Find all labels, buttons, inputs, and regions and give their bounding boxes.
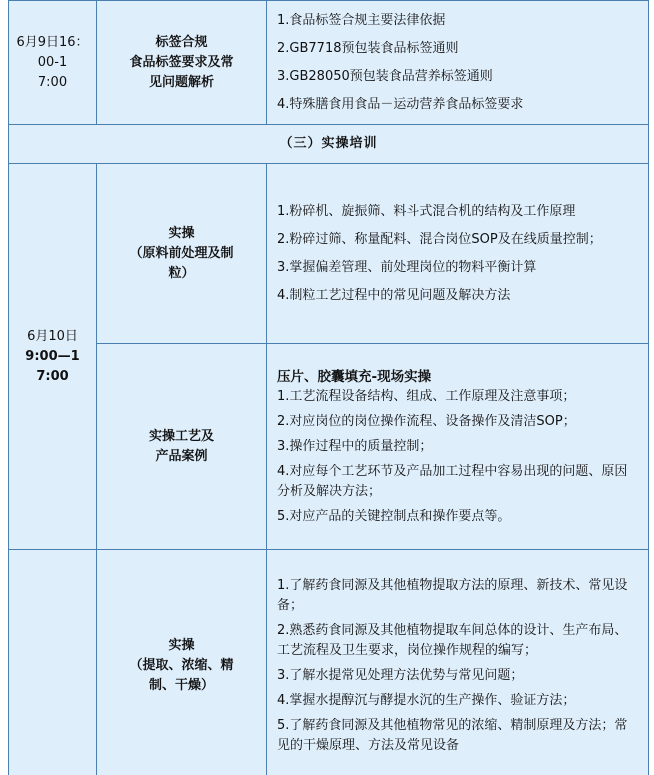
- content-item: 3.GB28050预包装食品营养标签通则: [277, 68, 493, 84]
- content-item: 5.了解药食同源及其他植物常见的浓缩、精制原理及方法；常见的干燥原理、方法及常见设备: [277, 717, 628, 753]
- time-cell: 6月9日16： 00-1 7:00: [9, 1, 97, 125]
- content-item: 4.掌握水提醇沉与酵提水沉的生产操作、验证方法；: [277, 692, 576, 708]
- topic-cell: 实操 （原料前处理及制 粒）: [97, 164, 267, 344]
- content-title: 压片、胶囊填充-现场实操: [277, 368, 432, 385]
- content-item: 4.特殊膳食用食品－运动营养食品标签要求: [277, 96, 524, 112]
- table-row: [9, 164, 649, 344]
- content-item: 1.食品标签合规主要法律依据: [277, 12, 446, 28]
- content-item: 2.GB7718预包装食品标签通则: [277, 40, 459, 56]
- time-cell: 6月10日 9:00—1 7:00: [9, 164, 97, 550]
- topic-cell: 标签合规 食品标签要求及常 见问题解析: [97, 1, 267, 125]
- content-item: 4.对应每个工艺环节及产品加工过程中容易出现的问题、原因分析及解决方法；: [277, 463, 628, 499]
- training-schedule-table: [8, 0, 649, 775]
- content-item: 2.对应岗位的岗位操作流程、设备操作及清洁SOP；: [277, 413, 576, 429]
- content-item: 3.了解水提常见处理方法优势与常见问题；: [277, 667, 524, 683]
- content-item: 2.粉碎过筛、称量配料、混合岗位SOP及在线质量控制；: [277, 231, 602, 247]
- section-row: [9, 125, 649, 164]
- content-item: 4.制粒工艺过程中的常见问题及解决方法: [277, 287, 511, 303]
- content-item: 1.粉碎机、旋振筛、料斗式混合机的结构及工作原理: [277, 203, 576, 219]
- content-cell: [267, 1, 649, 125]
- section-title: （三）实操培训: [9, 125, 649, 164]
- content-item: 5.对应产品的关键控制点和操作要点等。: [277, 508, 511, 524]
- table-row: [9, 550, 649, 775]
- content-cell: [267, 164, 649, 344]
- content-cell: [267, 550, 649, 775]
- time-cell: [9, 550, 97, 775]
- content-cell: [267, 344, 649, 550]
- table-row: [9, 344, 649, 550]
- topic-cell: 实操 （提取、浓缩、精 制、干燥）: [97, 550, 267, 775]
- table-row: [9, 1, 649, 125]
- content-item: 3.操作过程中的质量控制；: [277, 438, 433, 454]
- topic-cell: 实操工艺及 产品案例: [97, 344, 267, 550]
- content-item: 2.熟悉药食同源及其他植物提取车间总体的设计、生产布局、工艺流程及卫生要求，岗位操作规程的编写；: [277, 622, 628, 658]
- content-item: 1.了解药食同源及其他植物提取方法的原理、新技术、常见设备；: [277, 577, 628, 613]
- content-item: 3.掌握偏差管理、前处理岗位的物料平衡计算: [277, 259, 537, 275]
- content-item: 1.工艺流程设备结构、组成、工作原理及注意事项；: [277, 388, 576, 404]
